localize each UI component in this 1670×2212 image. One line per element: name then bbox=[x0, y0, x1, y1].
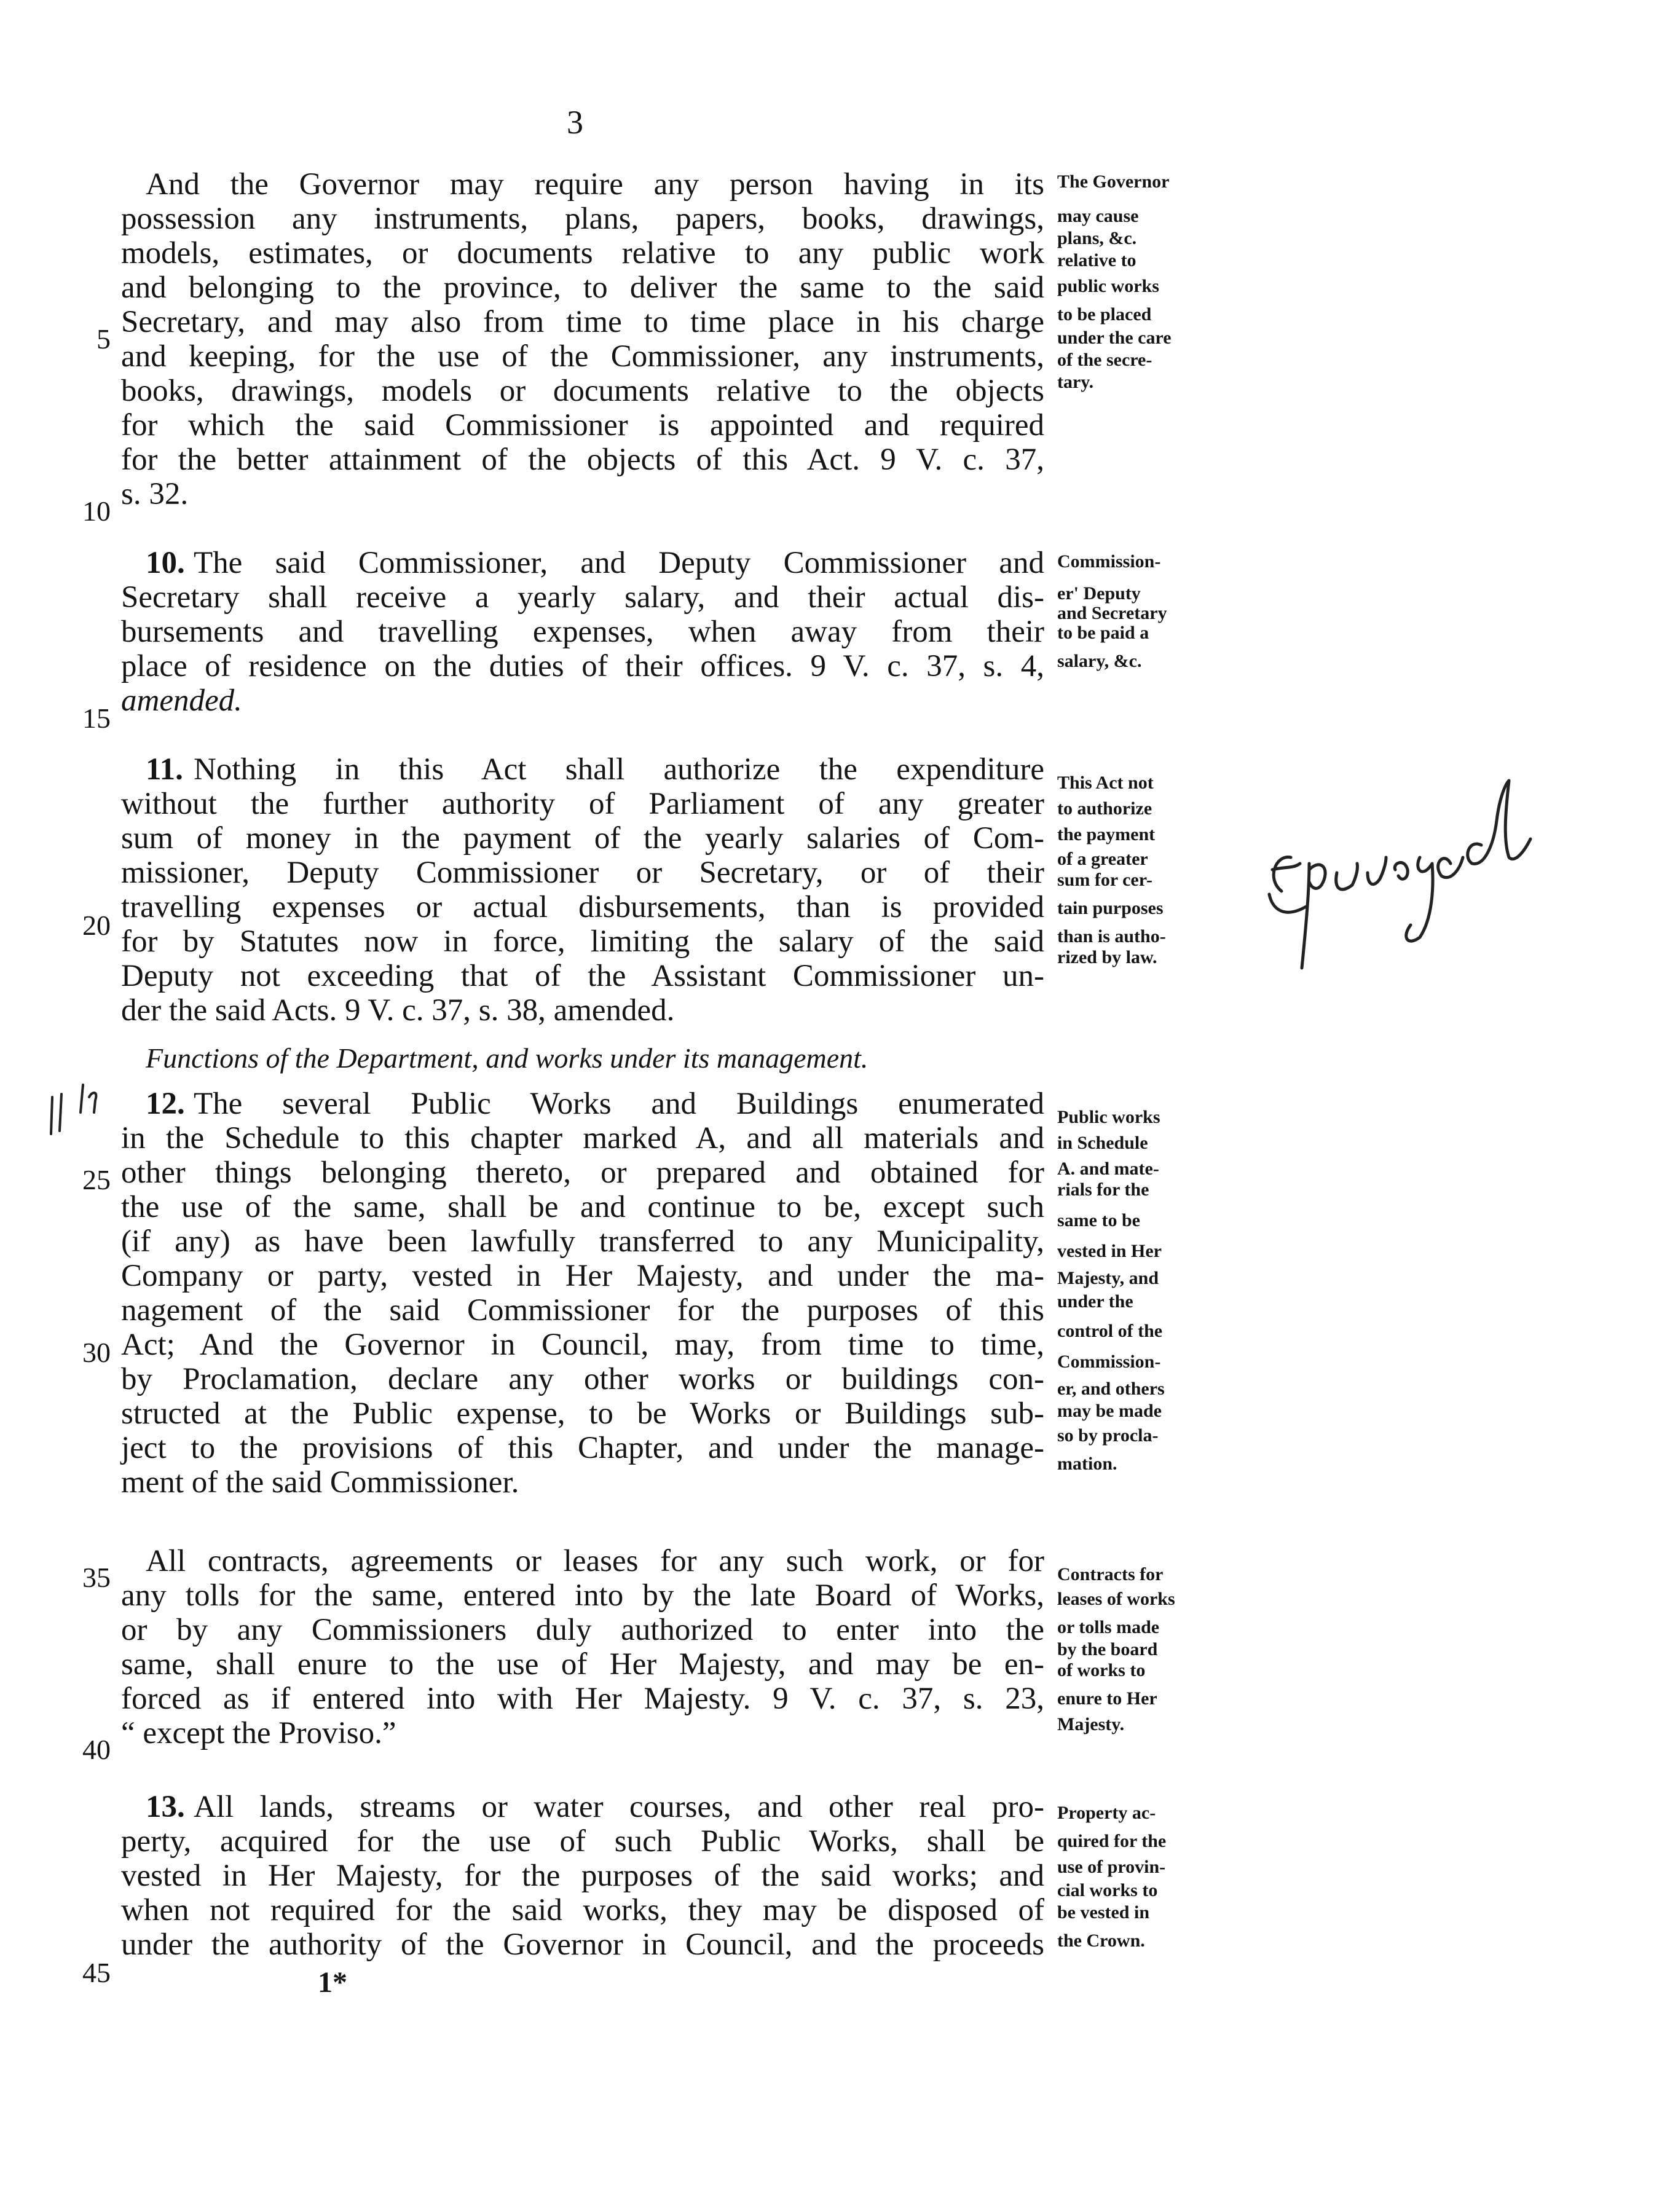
margin-note-line: relative to bbox=[1057, 250, 1136, 270]
text-line: for which the said Commissioner is appointed and required bbox=[121, 408, 1044, 443]
text-line: missioner, Deputy Commissioner or Secretary, or of their bbox=[121, 856, 1044, 890]
margin-note-line: tain purposes bbox=[1057, 898, 1164, 918]
margin-note-line: Property ac- bbox=[1057, 1803, 1156, 1823]
margin-note-line: Commission- bbox=[1057, 1352, 1161, 1372]
text-line: And the Governor may require any person having in its bbox=[146, 167, 1044, 202]
handwritten-expunged-annotation bbox=[1248, 771, 1592, 974]
margin-note-line: Majesty, and bbox=[1057, 1268, 1159, 1288]
text-line: without the further authority of Parliament of any greater bbox=[121, 787, 1044, 821]
text-line: in the Schedule to this chapter marked A, and all materials and bbox=[121, 1121, 1044, 1155]
margin-note-line: under the bbox=[1057, 1291, 1133, 1312]
text-line: Nothing in this Act shall authorize the expenditure bbox=[194, 752, 1044, 787]
margin-note-line: Majesty. bbox=[1057, 1714, 1125, 1734]
text-line: sum of money in the payment of the yearly salaries of Com- bbox=[121, 821, 1044, 856]
margin-note-line: The Governor bbox=[1057, 171, 1170, 192]
section-number: 11. bbox=[146, 752, 183, 787]
text-line: books, drawings, models or documents relative to the objects bbox=[121, 374, 1044, 408]
margin-note-line: mation. bbox=[1057, 1454, 1117, 1474]
line-number: 15 bbox=[82, 703, 111, 734]
text-line: other things belonging thereto, or prepared and obtained for bbox=[121, 1155, 1044, 1190]
text-line: Company or party, vested in Her Majesty, and under the ma- bbox=[121, 1259, 1044, 1293]
margin-note-line: the Crown. bbox=[1057, 1931, 1145, 1951]
text-line: under the authority of the Governor in Council, and the proceeds bbox=[121, 1927, 1044, 1962]
section-number: 12. bbox=[146, 1087, 185, 1121]
margin-note-line: under the care bbox=[1057, 328, 1172, 348]
line-number: 25 bbox=[82, 1164, 111, 1195]
margin-note-line: leases of works bbox=[1057, 1589, 1175, 1609]
text-line: Secretary shall receive a yearly salary, and their actual dis- bbox=[121, 580, 1044, 615]
margin-note-line: may cause bbox=[1057, 206, 1139, 226]
line-number: 10 bbox=[82, 495, 111, 527]
text-line: der the said Acts. 9 V. c. 37, s. 38, amended. bbox=[121, 993, 675, 1028]
margin-note-line: may be made bbox=[1057, 1401, 1162, 1421]
text-line: possession any instruments, plans, papers, books, drawings, bbox=[121, 202, 1044, 236]
text-line: place of residence on the duties of their offices. 9 V. c. 37, s. 4, bbox=[121, 649, 1044, 683]
text-line: and belonging to the province, to deliver the same to the said bbox=[121, 270, 1044, 305]
text-line: All contracts, agreements or leases for any such work, or for bbox=[146, 1544, 1044, 1578]
margin-note-line: rials for the bbox=[1057, 1179, 1149, 1200]
text-line: models, estimates, or documents relative to any public work bbox=[121, 236, 1044, 270]
section-number: 10. bbox=[146, 546, 185, 580]
text-line: ject to the provisions of this Chapter, and under the manage- bbox=[121, 1431, 1044, 1465]
text-line: The several Public Works and Buildings enumerated bbox=[194, 1087, 1044, 1121]
text-line: (if any) as have been lawfully transferred to any Municipality, bbox=[121, 1224, 1044, 1259]
section-number: 13. bbox=[146, 1790, 185, 1824]
line-number: 5 bbox=[96, 323, 111, 355]
margin-note-line: the payment bbox=[1057, 824, 1156, 844]
text-line: by Proclamation, declare any other works or buildings con- bbox=[121, 1362, 1044, 1396]
text-line: perty, acquired for the use of such Public Works, shall be bbox=[121, 1824, 1044, 1859]
text-line: when not required for the said works, they may be disposed of bbox=[121, 1893, 1044, 1927]
text-line: travelling expenses or actual disbursements, than is provided bbox=[121, 890, 1044, 924]
margin-note-line: of the secre- bbox=[1057, 350, 1152, 370]
margin-note-line: cial works to bbox=[1057, 1880, 1158, 1900]
text-line: nagement of the said Commissioner for the purposes of this bbox=[121, 1293, 1044, 1328]
margin-note-line: use of provin- bbox=[1057, 1857, 1166, 1877]
margin-note-line: tary. bbox=[1057, 372, 1094, 392]
signature-mark: 1* bbox=[318, 1966, 347, 1999]
text-line: forced as if entered into with Her Majesty. 9 V. c. 37, s. 23, bbox=[121, 1682, 1044, 1716]
section-heading: Functions of the Department, and works under its management. bbox=[146, 1042, 868, 1074]
text-line: same, shall enure to the use of Her Majesty, and may be en- bbox=[121, 1647, 1044, 1682]
text-line: vested in Her Majesty, for the purposes of the said works; and bbox=[121, 1859, 1044, 1893]
margin-note-line: rized by law. bbox=[1057, 947, 1157, 967]
margin-note-line: of works to bbox=[1057, 1660, 1146, 1680]
handwritten-margin-marks bbox=[46, 1079, 138, 1152]
margin-note-line: Public works bbox=[1057, 1107, 1160, 1127]
margin-note-line: or tolls made bbox=[1057, 1617, 1160, 1637]
text-line: or by any Commissioners duly authorized to enter into the bbox=[121, 1613, 1044, 1647]
text-line: for by Statutes now in force, limiting the salary of the said bbox=[121, 924, 1044, 959]
line-number: 40 bbox=[82, 1734, 111, 1765]
text-line: bursements and travelling expenses, when away from their bbox=[121, 615, 1044, 649]
margin-note-line: quired for the bbox=[1057, 1831, 1167, 1851]
text-line: Act; And the Governor in Council, may, from time to time, bbox=[121, 1328, 1044, 1362]
margin-note-line: Contracts for bbox=[1057, 1564, 1164, 1584]
text-line: s. 32. bbox=[121, 477, 189, 511]
margin-note-line: er, and others bbox=[1057, 1379, 1165, 1399]
margin-note-line: by the board bbox=[1057, 1639, 1158, 1659]
line-number: 35 bbox=[82, 1562, 111, 1593]
text-line: the use of the same, shall be and continue to be, except such bbox=[121, 1190, 1044, 1224]
margin-note-line: plans, &c. bbox=[1057, 228, 1137, 248]
text-line: Secretary, and may also from time to time place in his charge bbox=[121, 305, 1044, 339]
margin-note-line: be vested in bbox=[1057, 1902, 1149, 1923]
text-line: ment of the said Commissioner. bbox=[121, 1465, 519, 1500]
text-line: and keeping, for the use of the Commissioner, any instruments, bbox=[121, 339, 1044, 374]
margin-note-line: same to be bbox=[1057, 1210, 1140, 1230]
margin-note-line: sum for cer- bbox=[1057, 870, 1152, 890]
line-number: 20 bbox=[82, 910, 111, 941]
margin-note-line: Commission- bbox=[1057, 551, 1161, 572]
page-number: 3 bbox=[567, 104, 583, 141]
line-number: 45 bbox=[82, 1957, 111, 1988]
margin-note-line: to be placed bbox=[1057, 304, 1152, 325]
text-line: structed at the Public expense, to be Works or Buildings sub- bbox=[121, 1396, 1044, 1431]
margin-note-line: in Schedule bbox=[1057, 1133, 1148, 1153]
margin-note-line: enure to Her bbox=[1057, 1688, 1157, 1709]
margin-note-line: public works bbox=[1057, 276, 1159, 296]
margin-note-line: to be paid a bbox=[1057, 623, 1149, 643]
margin-note-line: and Secretary bbox=[1057, 603, 1167, 623]
text-line: All lands, streams or water courses, and other real pro- bbox=[194, 1790, 1044, 1824]
margin-note-line: so by procla- bbox=[1057, 1425, 1159, 1446]
margin-note-line: of a greater bbox=[1057, 849, 1148, 869]
margin-note-line: salary, &c. bbox=[1057, 651, 1142, 671]
margin-note-line: vested in Her bbox=[1057, 1241, 1162, 1261]
margin-note-line: than is autho- bbox=[1057, 926, 1166, 947]
margin-note-line: This Act not bbox=[1057, 773, 1154, 793]
text-line: for the better attainment of the objects of this Act. 9 V. c. 37, bbox=[121, 443, 1044, 477]
margin-note-line: A. and mate- bbox=[1057, 1159, 1159, 1179]
line-number: 30 bbox=[82, 1337, 111, 1368]
text-line: Deputy not exceeding that of the Assistant Commissioner un- bbox=[121, 959, 1044, 993]
margin-note-line: to authorize bbox=[1057, 798, 1152, 819]
text-line: “ except the Proviso.” bbox=[121, 1716, 396, 1750]
text-line: amended. bbox=[121, 683, 242, 718]
text-line: The said Commissioner, and Deputy Commissioner and bbox=[194, 546, 1044, 580]
margin-note-line: er' Deputy bbox=[1057, 583, 1141, 604]
margin-note-line: control of the bbox=[1057, 1321, 1163, 1341]
text-line: any tolls for the same, entered into by the late Board of Works, bbox=[121, 1578, 1044, 1613]
